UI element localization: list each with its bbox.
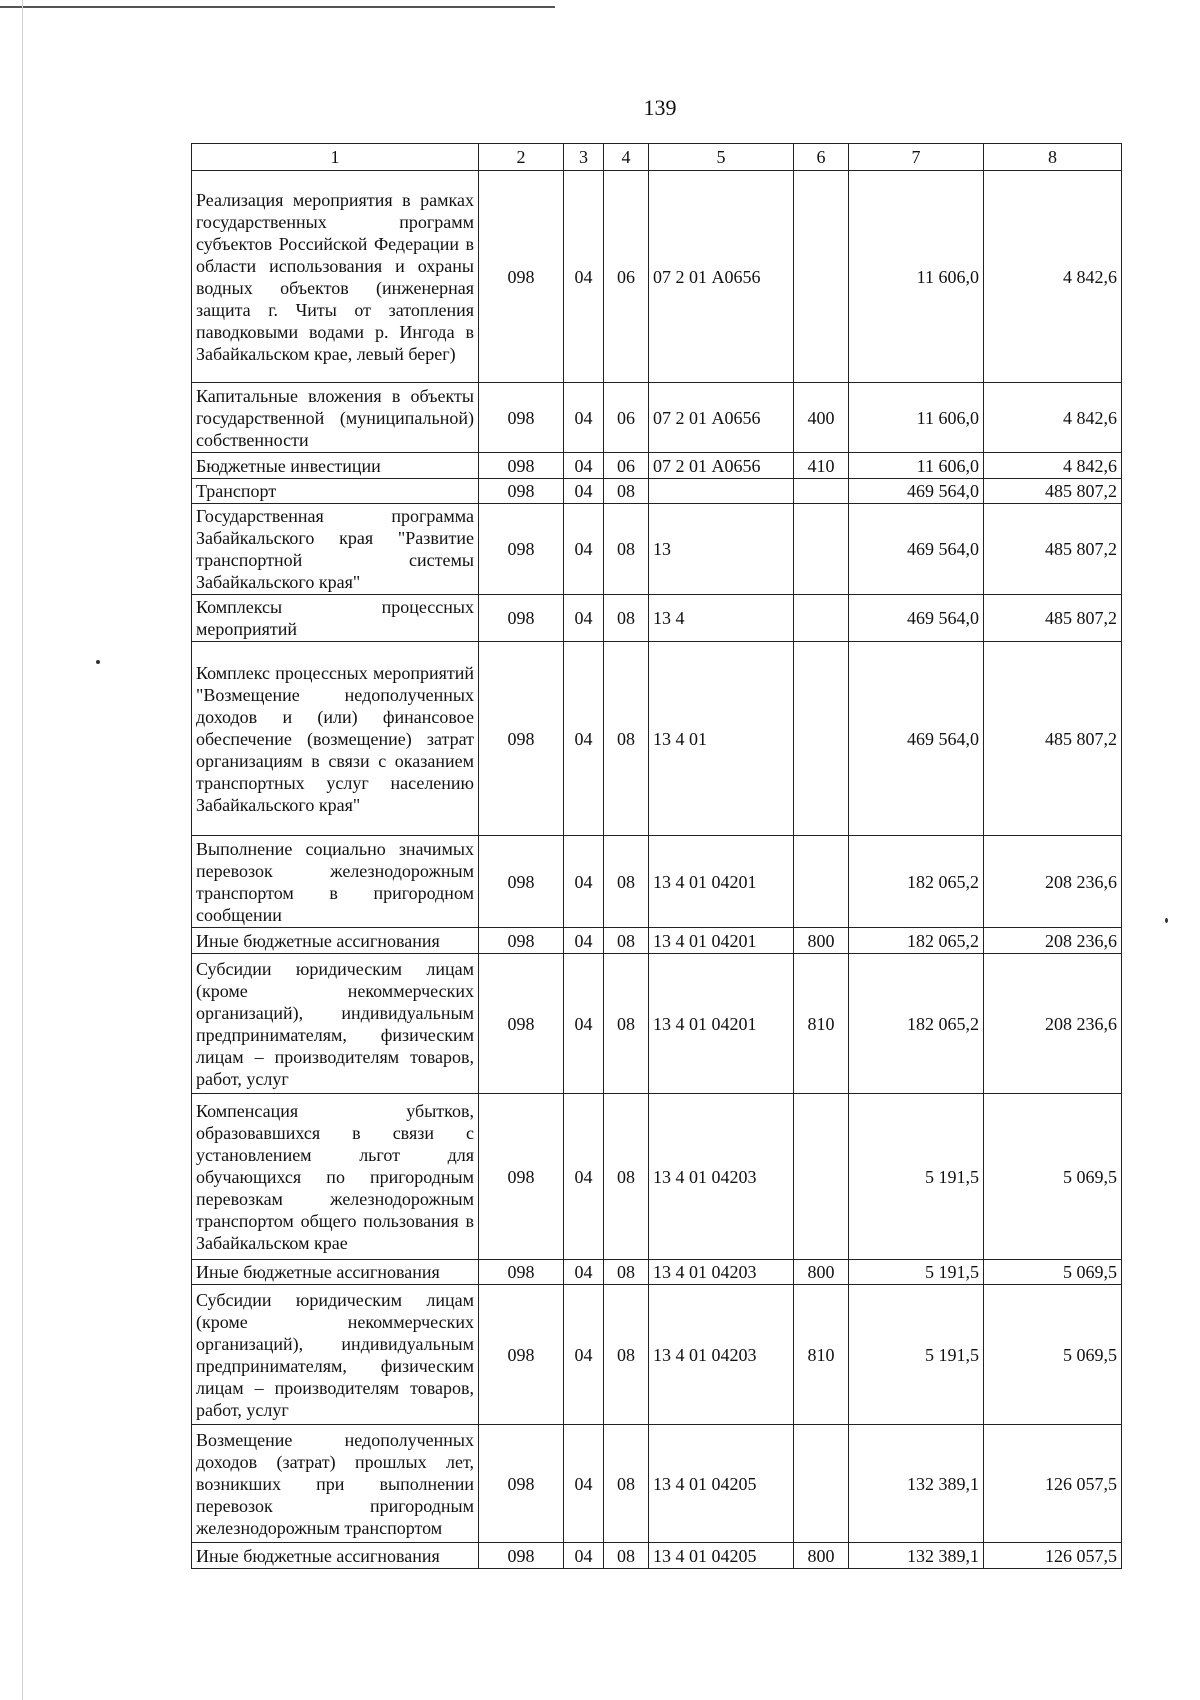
cell-6: 410 (794, 453, 849, 479)
cell-3: 04 (564, 453, 604, 479)
cell-7: 132 389,1 (849, 1543, 984, 1569)
cell-5: 13 4 01 04203 (649, 1094, 794, 1260)
cell-7: 469 564,0 (849, 595, 984, 642)
table-row (192, 928, 1122, 954)
cell-3: 04 (564, 954, 604, 1094)
table-row (192, 171, 1122, 383)
cell-7: 11 606,0 (849, 453, 984, 479)
table-row (192, 954, 1122, 1094)
cell-6: 800 (794, 1543, 849, 1569)
cell-2: 098 (479, 479, 564, 504)
cell-5: 07 2 01 А0656 (649, 383, 794, 453)
cell-3: 04 (564, 836, 604, 928)
cell-4: 08 (604, 1260, 649, 1285)
table-row (192, 479, 1122, 504)
table-row (192, 1285, 1122, 1425)
cell-5: 07 2 01 А0656 (649, 453, 794, 479)
row-name-cell: Капитальные вложения в объекты государственной (муниципальной) собственности (192, 383, 479, 453)
cell-8: 5 069,5 (984, 1260, 1122, 1285)
cell-3: 04 (564, 383, 604, 453)
cell-6 (794, 504, 849, 595)
cell-5: 13 4 01 04203 (649, 1260, 794, 1285)
cell-5: 13 4 (649, 595, 794, 642)
cell-4: 08 (604, 504, 649, 595)
cell-7: 5 191,5 (849, 1285, 984, 1425)
table-row (192, 836, 1122, 928)
cell-4: 08 (604, 1543, 649, 1569)
row-name-cell: Компенсация убытков, образовавшихся в связи с установлением льгот для обучающихся по пригородным перевозкам железнодорожным транспортом общего пользования в Забайкальском крае (192, 1094, 479, 1260)
cell-7: 182 065,2 (849, 954, 984, 1094)
table-row (192, 1260, 1122, 1285)
cell-3: 04 (564, 642, 604, 836)
cell-5: 13 4 01 04203 (649, 1285, 794, 1425)
cell-5: 13 4 01 04201 (649, 836, 794, 928)
cell-3: 04 (564, 479, 604, 504)
cell-2: 098 (479, 1285, 564, 1425)
row-name-cell: Возмещение недополученных доходов (затрат) прошлых лет, возникших при выполнении перевозок пригородным железнодорожным транспортом (192, 1425, 479, 1543)
cell-8: 208 236,6 (984, 954, 1122, 1094)
cell-3: 04 (564, 1543, 604, 1569)
row-name-cell: Государственная программа Забайкальского края "Развитие транспортной системы Забайкальского края" (192, 504, 479, 595)
header-cell: 3 (564, 144, 604, 171)
table-row (192, 1094, 1122, 1260)
cell-6 (794, 171, 849, 383)
cell-5: 07 2 01 А0656 (649, 171, 794, 383)
cell-4: 08 (604, 1094, 649, 1260)
table-row (192, 595, 1122, 642)
cell-7: 469 564,0 (849, 479, 984, 504)
cell-2: 098 (479, 836, 564, 928)
scan-speck (96, 660, 100, 664)
cell-4: 08 (604, 642, 649, 836)
cell-6 (794, 479, 849, 504)
cell-5: 13 (649, 504, 794, 595)
table-row (192, 504, 1122, 595)
cell-3: 04 (564, 1094, 604, 1260)
table-row (192, 453, 1122, 479)
cell-2: 098 (479, 171, 564, 383)
cell-6: 800 (794, 928, 849, 954)
row-name-cell: Выполнение социально значимых перевозок железнодорожным транспортом в пригородном сообщении (192, 836, 479, 928)
cell-8: 485 807,2 (984, 479, 1122, 504)
row-name-cell: Иные бюджетные ассигнования (192, 1543, 479, 1569)
cell-5: 13 4 01 (649, 642, 794, 836)
cell-7: 182 065,2 (849, 928, 984, 954)
cell-8: 485 807,2 (984, 595, 1122, 642)
row-name-cell: Комплекс процессных мероприятий "Возмещение недополученных доходов и (или) финансовое обеспечение (возмещение) затрат организациям в связи с оказанием транспортных услуг населению Забайкальского края" (192, 642, 479, 836)
table-body (192, 144, 1122, 1569)
cell-5: 13 4 01 04201 (649, 954, 794, 1094)
cell-7: 469 564,0 (849, 504, 984, 595)
cell-7: 11 606,0 (849, 383, 984, 453)
header-cell: 6 (794, 144, 849, 171)
cell-3: 04 (564, 1425, 604, 1543)
row-name-cell: Комплексы процессных мероприятий (192, 595, 479, 642)
table-row (192, 1425, 1122, 1543)
cell-6: 800 (794, 1260, 849, 1285)
row-name-cell: Иные бюджетные ассигнования (192, 928, 479, 954)
top-rule (0, 6, 555, 8)
cell-6 (794, 1425, 849, 1543)
cell-8: 4 842,6 (984, 453, 1122, 479)
cell-6: 810 (794, 1285, 849, 1425)
cell-8: 5 069,5 (984, 1285, 1122, 1425)
cell-4: 08 (604, 1285, 649, 1425)
cell-2: 098 (479, 1425, 564, 1543)
cell-2: 098 (479, 383, 564, 453)
cell-2: 098 (479, 954, 564, 1094)
header-cell: 4 (604, 144, 649, 171)
cell-3: 04 (564, 504, 604, 595)
cell-4: 08 (604, 954, 649, 1094)
cell-8: 485 807,2 (984, 504, 1122, 595)
cell-5: 13 4 01 04205 (649, 1543, 794, 1569)
cell-2: 098 (479, 642, 564, 836)
cell-2: 098 (479, 1094, 564, 1260)
scan-speck (1165, 918, 1168, 923)
table-row (192, 383, 1122, 453)
header-cell: 1 (192, 144, 479, 171)
cell-2: 098 (479, 928, 564, 954)
table-row (192, 642, 1122, 836)
cell-6 (794, 1094, 849, 1260)
cell-8: 4 842,6 (984, 383, 1122, 453)
cell-3: 04 (564, 171, 604, 383)
cell-3: 04 (564, 595, 604, 642)
cell-5 (649, 479, 794, 504)
cell-4: 06 (604, 453, 649, 479)
cell-3: 04 (564, 928, 604, 954)
cell-2: 098 (479, 1543, 564, 1569)
cell-4: 06 (604, 171, 649, 383)
header-row (192, 144, 1122, 171)
cell-2: 098 (479, 1260, 564, 1285)
cell-7: 5 191,5 (849, 1260, 984, 1285)
cell-7: 11 606,0 (849, 171, 984, 383)
cell-6 (794, 595, 849, 642)
row-name-cell: Реализация мероприятия в рамках государственных программ субъектов Российской Федерации в области использования и охраны водных объектов (инженерная защита г. Читы от затопления паводковыми водами р. Ингода в Забайкальском крае, левый берег) (192, 171, 479, 383)
cell-7: 469 564,0 (849, 642, 984, 836)
table-row (192, 1543, 1122, 1569)
header-cell: 5 (649, 144, 794, 171)
page-number: 139 (643, 95, 677, 120)
cell-4: 08 (604, 836, 649, 928)
left-margin-line (22, 0, 23, 1700)
header-cell: 2 (479, 144, 564, 171)
cell-7: 5 191,5 (849, 1094, 984, 1260)
header-cell: 8 (984, 144, 1122, 171)
row-name-cell: Иные бюджетные ассигнования (192, 1260, 479, 1285)
cell-3: 04 (564, 1260, 604, 1285)
cell-4: 08 (604, 595, 649, 642)
row-name-cell: Бюджетные инвестиции (192, 453, 479, 479)
cell-6 (794, 836, 849, 928)
cell-3: 04 (564, 1285, 604, 1425)
cell-8: 208 236,6 (984, 928, 1122, 954)
row-name-cell: Транспорт (192, 479, 479, 504)
cell-8: 485 807,2 (984, 642, 1122, 836)
cell-4: 06 (604, 383, 649, 453)
cell-8: 208 236,6 (984, 836, 1122, 928)
cell-2: 098 (479, 504, 564, 595)
row-name-cell: Субсидии юридическим лицам (кроме некоммерческих организаций), индивидуальным предпринимателям, физическим лицам – производителям товаров, работ, услуг (192, 1285, 479, 1425)
cell-6 (794, 642, 849, 836)
cell-5: 13 4 01 04205 (649, 1425, 794, 1543)
cell-4: 08 (604, 928, 649, 954)
cell-4: 08 (604, 479, 649, 504)
cell-4: 08 (604, 1425, 649, 1543)
cell-8: 126 057,5 (984, 1543, 1122, 1569)
cell-2: 098 (479, 453, 564, 479)
cell-8: 4 842,6 (984, 171, 1122, 383)
cell-7: 132 389,1 (849, 1425, 984, 1543)
cell-2: 098 (479, 595, 564, 642)
cell-5: 13 4 01 04201 (649, 928, 794, 954)
cell-6: 810 (794, 954, 849, 1094)
row-name-cell: Субсидии юридическим лицам (кроме некоммерческих организаций), индивидуальным предпринимателям, физическим лицам – производителям товаров, работ, услуг (192, 954, 479, 1094)
cell-7: 182 065,2 (849, 836, 984, 928)
header-cell: 7 (849, 144, 984, 171)
cell-6: 400 (794, 383, 849, 453)
budget-table (191, 143, 1122, 1569)
cell-8: 126 057,5 (984, 1425, 1122, 1543)
cell-8: 5 069,5 (984, 1094, 1122, 1260)
